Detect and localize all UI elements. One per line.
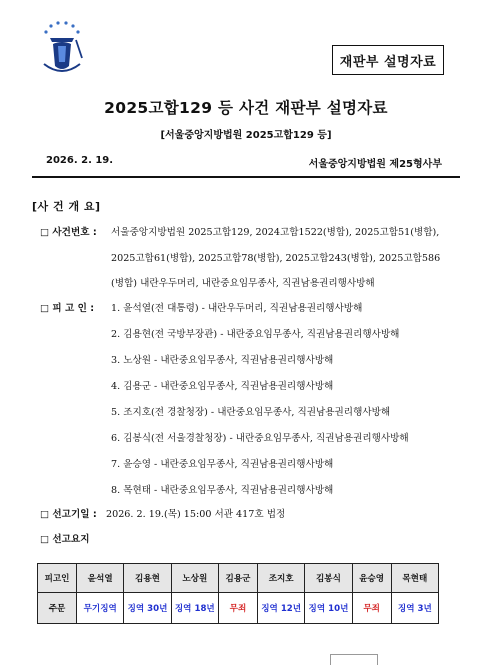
table-row bbox=[38, 593, 439, 624]
section-title: [사 건 개 요] bbox=[32, 200, 101, 213]
defendant-item: 2. 김용현(전 국방부장관) - 내란중요임무종사, 직권남용권리행사방해 bbox=[111, 329, 400, 340]
defendant-item: 8. 목현태 - 내란중요임무종사, 직권남용권리행사방해 bbox=[111, 485, 334, 496]
page-subtitle: [서울중앙지방법원 2025고합129 등] bbox=[160, 130, 332, 141]
sentence-cell: 징역 10년 bbox=[305, 593, 352, 624]
defendant-item: 4. 김용군 - 내란중요임무종사, 직권남용권리행사방해 bbox=[111, 381, 334, 392]
page-title: 2025고합129 등 사건 재판부 설명자료 bbox=[104, 99, 388, 117]
table-header-row bbox=[38, 564, 439, 593]
defendant-item: 6. 김봉식(전 서울경찰청장) - 내란중요임무종사, 직권남용권리행사방해 bbox=[111, 433, 409, 444]
table-header-cell: 윤승영 bbox=[352, 564, 391, 593]
sentencing-date-value: 2026. 2. 19.(목) 15:00 서관 417호 법정 bbox=[106, 509, 286, 520]
sentence-cell: 징역 12년 bbox=[258, 593, 305, 624]
table-header-cell: 윤석열 bbox=[77, 564, 124, 593]
sentence-cell: 징역 30년 bbox=[124, 593, 171, 624]
verdict-table bbox=[37, 563, 439, 624]
table-header-cell: 노상원 bbox=[171, 564, 218, 593]
table-header-cell: 목현태 bbox=[391, 564, 438, 593]
sentencing-date-label: □ 선고기일 : bbox=[40, 509, 97, 520]
case-number-line: 서울중앙지방법원 2025고합129, 2024고합1522(병합), 2025고합51(병합), bbox=[111, 227, 440, 238]
defendants-label: □ 피 고 인 : bbox=[40, 303, 95, 314]
defendant-item: 3. 노상원 - 내란중요임무종사, 직권남용권리행사방해 bbox=[111, 355, 334, 366]
case-number-line: (병합) 내란우두머리, 내란중요임무종사, 직권남용권리행사방해 bbox=[111, 278, 375, 289]
table-header-cell: 김봉식 bbox=[305, 564, 352, 593]
header-divider bbox=[32, 176, 460, 178]
sentence-cell: 무죄 bbox=[218, 593, 257, 624]
sentence-cell: 무기징역 bbox=[77, 593, 124, 624]
defendant-item: 5. 조지호(전 경찰청장) - 내란중요임무종사, 직권남용권리행사방해 bbox=[111, 407, 391, 418]
court-emblem-icon bbox=[36, 18, 88, 78]
document-type-badge: 재판부 설명자료 bbox=[332, 45, 444, 75]
table-header-cell: 조지호 bbox=[258, 564, 305, 593]
table-row-label: 주문 bbox=[38, 593, 77, 624]
case-number-label: □ 사건번호 : bbox=[40, 227, 97, 238]
sentence-cell: 징역 3년 bbox=[391, 593, 438, 624]
defendant-item: 7. 윤승영 - 내란중요임무종사, 직권남용권리행사방해 bbox=[111, 459, 334, 470]
sentence-cell: 징역 18년 bbox=[171, 593, 218, 624]
document-date: 2026. 2. 19. bbox=[46, 155, 114, 166]
sentencing-summary-label: □ 선고요지 bbox=[40, 534, 90, 545]
court-division: 서울중앙지방법원 제25형사부 bbox=[308, 159, 442, 170]
table-header-cell: 김용군 bbox=[218, 564, 257, 593]
case-number-line: 2025고합61(병합), 2025고합78(병합), 2025고합243(병합), 2025고합586 bbox=[111, 253, 441, 264]
sentence-cell: 무죄 bbox=[352, 593, 391, 624]
defendant-item: 1. 윤석열(전 대통령) - 내란우두머리, 직권남용권리행사방해 bbox=[111, 303, 363, 314]
table-header-cell: 김용현 bbox=[124, 564, 171, 593]
table-header-cell: 피고인 bbox=[38, 564, 77, 593]
